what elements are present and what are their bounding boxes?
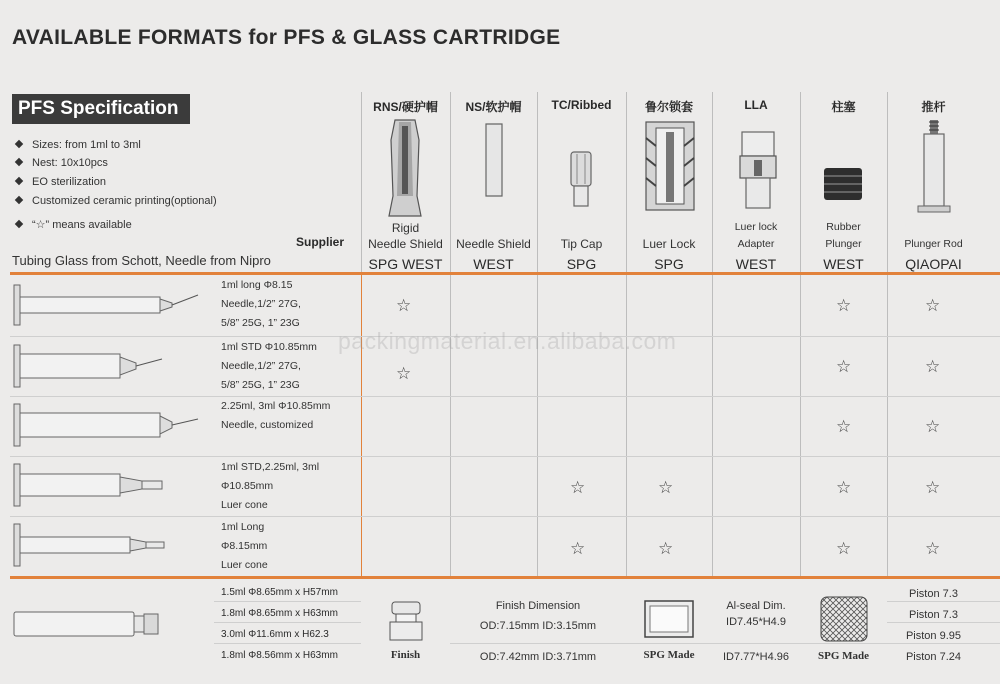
supplier-label: Supplier <box>296 235 345 249</box>
page-title: AVAILABLE FORMATS for PFS & GLASS CARTRIDGE <box>12 26 561 49</box>
cartridge-finish-icon <box>386 598 426 642</box>
grid-line <box>800 275 801 577</box>
col-head-luer-lock: 鲁尔锁套 <box>644 100 693 114</box>
cartridge-size-1: 1.5ml Φ8.65mm x H57mm <box>221 587 338 598</box>
watermark: packingmaterial.en.alibaba.com <box>338 328 677 354</box>
piston-1: Piston 7.3 <box>909 588 958 600</box>
col-head-plunger: 柱塞 <box>831 100 856 114</box>
alseal-title: Al-seal Dim. <box>726 600 786 612</box>
grid-line <box>450 275 451 577</box>
col-head-ns: NS/软护帽 <box>465 100 522 114</box>
supplier-ns: WEST <box>473 256 514 272</box>
diamond-icon <box>15 196 23 204</box>
row-divider <box>10 516 1000 517</box>
availability-star: ☆ <box>836 296 852 315</box>
grid-line <box>537 275 538 577</box>
availability-star: ☆ <box>925 296 941 315</box>
alseal-dim-2: ID7.77*H4.96 <box>722 651 790 663</box>
rubber-plunger-icon <box>822 166 864 202</box>
finish-label: Finish <box>390 649 421 661</box>
supplier-tc: SPG <box>566 256 597 272</box>
rigid-needle-shield-icon <box>385 116 425 220</box>
grid-line <box>712 275 713 577</box>
supplier-lla: WEST <box>735 256 777 272</box>
rubber-plunger-mesh-icon <box>818 594 870 644</box>
availability-star: ☆ <box>570 478 586 497</box>
col-head-rns: RNS/硬护帽 <box>373 100 438 114</box>
syringe-luer-cone-std-icon <box>12 462 202 508</box>
availability-star: ☆ <box>836 357 852 376</box>
row-divider <box>10 456 1000 457</box>
plunger-rod-icon <box>916 118 952 218</box>
alseal-dim-1: ID7.45*H4.9 <box>726 616 786 628</box>
col-head-lla: LLA <box>744 98 768 112</box>
tubing-note: Tubing Glass from Schott, Needle from Nipro <box>12 253 271 268</box>
needle-shield-icon <box>482 122 506 198</box>
luer-lock-adapter-icon <box>736 126 780 212</box>
col-name-rns-1: Rigid <box>391 221 420 235</box>
grid-line <box>626 275 627 577</box>
col-name-lla-2: Adapter <box>737 238 775 250</box>
finish-dimension-2: OD:7.42mm ID:3.71mm <box>479 651 597 663</box>
piston-4: Piston 7.24 <box>905 651 962 663</box>
grid-line <box>887 275 888 577</box>
finish-dimension-title: Finish Dimension <box>495 600 581 612</box>
syringe-2-25ml-icon <box>12 402 202 448</box>
row-divider <box>214 643 361 644</box>
bullet-star-legend: “☆” means available <box>16 218 132 231</box>
availability-star: ☆ <box>836 539 852 558</box>
spec-banner: PFS Specification <box>12 94 190 124</box>
availability-star: ☆ <box>925 417 941 436</box>
supplier-plunger: WEST <box>823 256 864 272</box>
cartridge-size-4: 1.8ml Φ8.56mm x H63mm <box>221 650 338 661</box>
row-divider <box>887 622 1000 623</box>
col-name-ns: Needle Shield <box>456 237 531 251</box>
availability-star: ☆ <box>658 539 674 558</box>
availability-star: ☆ <box>658 478 674 497</box>
col-name-luer-lock: Luer Lock <box>642 237 696 251</box>
col-head-rod: 推杆 <box>921 100 946 114</box>
row-desc-2: 1ml STD Φ10.85mm Needle,1/2” 27G, 5/8” 25G, 1” 23G <box>221 341 317 391</box>
row-divider <box>214 622 361 623</box>
bullet-sterilization: EO sterilization <box>16 176 106 188</box>
glass-cartridge-icon <box>12 604 162 644</box>
bullet-nest: Nest: 10x10pcs <box>16 157 108 169</box>
diamond-icon <box>15 140 23 148</box>
row-desc-4: 1ml STD,2.25ml, 3ml Φ10.85mm Luer cone <box>221 461 320 511</box>
finish-dimension-1: OD:7.15mm ID:3.15mm <box>479 620 597 632</box>
diamond-icon <box>15 177 23 185</box>
row-divider <box>887 601 1000 602</box>
supplier-rns: SPG WEST <box>368 256 443 272</box>
bullet-printing: Customized ceramic printing(optional) <box>16 195 217 207</box>
orange-divider <box>10 576 1000 579</box>
availability-star: ☆ <box>570 539 586 558</box>
availability-star: ☆ <box>836 417 852 436</box>
syringe-luer-cone-long-icon <box>12 522 202 568</box>
bullet-sizes: Sizes: from 1ml to 3ml <box>16 139 141 151</box>
col-name-plunger-2: Plunger <box>825 238 862 250</box>
row-desc-3: 2.25ml, 3ml Φ10.85mm Needle, customized <box>221 400 331 431</box>
grid-line <box>361 275 362 577</box>
tip-cap-icon <box>566 148 596 212</box>
diamond-icon <box>15 220 23 228</box>
availability-star: ☆ <box>925 357 941 376</box>
piston-3: Piston 9.95 <box>905 630 962 642</box>
row-divider <box>10 396 1000 397</box>
col-name-rod: Plunger Rod <box>904 238 963 250</box>
availability-star: ☆ <box>925 539 941 558</box>
spg-made-2: SPG Made <box>817 650 870 662</box>
availability-star: ☆ <box>836 478 852 497</box>
piston-2: Piston 7.3 <box>909 609 958 621</box>
diamond-icon <box>15 158 23 166</box>
spg-seal-icon <box>642 597 696 641</box>
cartridge-size-2: 1.8ml Φ8.65mm x H63mm <box>221 608 338 619</box>
luer-lock-icon <box>642 118 698 214</box>
row-divider <box>887 643 1000 644</box>
row-desc-1: 1ml long Φ8.15 Needle,1/2” 27G, 5/8” 25G, 1” 23G <box>221 279 301 329</box>
col-name-tc: Tip Cap <box>560 237 603 251</box>
row-divider <box>214 601 361 602</box>
availability-star: ☆ <box>396 364 412 383</box>
syringe-1ml-std-icon <box>12 343 202 389</box>
availability-star: ☆ <box>925 478 941 497</box>
cartridge-size-3: 3.0ml Φ11.6mm x H62.3 <box>221 629 329 640</box>
supplier-rod: QIAOPAI <box>905 256 962 272</box>
row-desc-5: 1ml Long Φ8.15mm Luer cone <box>221 521 268 571</box>
col-head-tc: TC/Ribbed <box>551 98 612 112</box>
col-name-rns-2: Needle Shield <box>368 237 443 251</box>
orange-divider <box>10 272 1000 275</box>
syringe-1ml-long-icon <box>12 283 202 327</box>
col-name-lla-1: Luer lock <box>734 221 778 233</box>
spg-made-1: SPG Made <box>643 649 695 661</box>
supplier-luer-lock: SPG <box>654 256 684 272</box>
col-name-plunger-1: Rubber <box>826 221 861 233</box>
availability-star: ☆ <box>396 296 412 315</box>
